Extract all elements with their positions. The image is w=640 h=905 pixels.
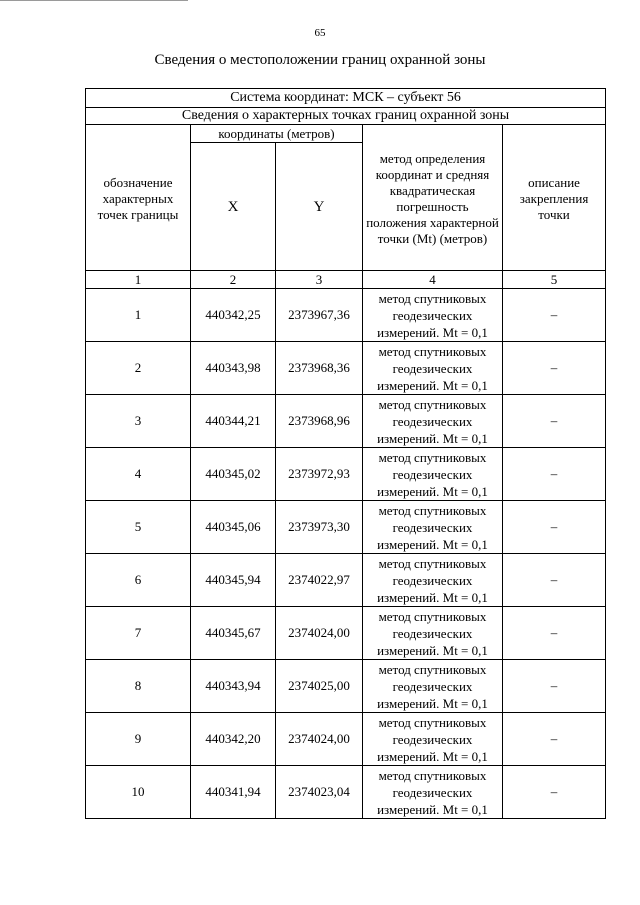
y-value: 2373968,36 (276, 342, 363, 395)
point-id: 1 (86, 289, 191, 342)
description-value: – (503, 395, 606, 448)
x-value: 440345,06 (191, 501, 276, 554)
point-id: 4 (86, 448, 191, 501)
method-cell (363, 395, 503, 448)
method-line-3: измерений. Mt = 0,1 (377, 324, 488, 340)
point-id: 3 (86, 395, 191, 448)
x-value: 440343,94 (191, 660, 276, 713)
method-cell (363, 607, 503, 660)
method-line-2: геодезических (392, 519, 473, 535)
description-value: – (503, 607, 606, 660)
coord-system-cell: Система координат: МСК – субъект 56 (86, 89, 606, 108)
point-id: 8 (86, 660, 191, 713)
method-cell (363, 289, 503, 342)
method-line-3: измерений. Mt = 0,1 (377, 801, 488, 817)
description-value: – (503, 448, 606, 501)
method-line-1: метод спутниковых (378, 661, 487, 677)
col-number-5: 5 (503, 271, 606, 289)
col-number-2: 2 (191, 271, 276, 289)
method-line-2: геодезических (392, 572, 473, 588)
description-value: – (503, 554, 606, 607)
header-x: X (191, 143, 276, 271)
section-title-row (86, 108, 606, 125)
method-line-3: измерений. Mt = 0,1 (377, 483, 488, 499)
table-row (86, 395, 606, 448)
method-line-1: метод спутниковых (378, 502, 487, 518)
x-value: 440343,98 (191, 342, 276, 395)
point-id: 6 (86, 554, 191, 607)
method-cell (363, 713, 503, 766)
description-value: – (503, 342, 606, 395)
header-description: описание закрепления точки (503, 125, 606, 271)
x-value: 440345,94 (191, 554, 276, 607)
table-row (86, 448, 606, 501)
description-value: – (503, 713, 606, 766)
section-title-cell: Сведения о характерных точках границ охранной зоны (86, 108, 606, 125)
method-line-1: метод спутниковых (378, 449, 487, 465)
method-cell (363, 660, 503, 713)
x-value: 440342,25 (191, 289, 276, 342)
y-value: 2373968,96 (276, 395, 363, 448)
col-number-3: 3 (276, 271, 363, 289)
method-line-1: метод спутниковых (378, 767, 487, 783)
table-row (86, 554, 606, 607)
y-value: 2374024,00 (276, 713, 363, 766)
table-row (86, 342, 606, 395)
method-line-3: измерений. Mt = 0,1 (377, 589, 488, 605)
y-value: 2374022,97 (276, 554, 363, 607)
x-value: 440345,67 (191, 607, 276, 660)
table-row (86, 660, 606, 713)
col-number-1: 1 (86, 271, 191, 289)
col-number-4: 4 (363, 271, 503, 289)
header-method: метод определения координат и средняя квадратическая погрешность положения характерной точки (Mt) (метров) (363, 125, 503, 271)
description-value: – (503, 660, 606, 713)
method-line-2: геодезических (392, 678, 473, 694)
method-line-2: геодезических (392, 360, 473, 376)
method-line-1: метод спутниковых (378, 396, 487, 412)
method-line-3: измерений. Mt = 0,1 (377, 377, 488, 393)
method-cell (363, 554, 503, 607)
method-line-2: геодезических (392, 784, 473, 800)
table-row (86, 607, 606, 660)
method-line-3: измерений. Mt = 0,1 (377, 695, 488, 711)
method-cell (363, 766, 503, 819)
point-id: 10 (86, 766, 191, 819)
method-line-3: измерений. Mt = 0,1 (377, 430, 488, 446)
method-line-3: измерений. Mt = 0,1 (377, 536, 488, 552)
method-line-2: геодезических (392, 466, 473, 482)
method-line-1: метод спутниковых (378, 343, 487, 359)
point-id: 5 (86, 501, 191, 554)
table-row (86, 766, 606, 819)
y-value: 2374023,04 (276, 766, 363, 819)
y-value: 2374025,00 (276, 660, 363, 713)
point-id: 7 (86, 607, 191, 660)
x-value: 440341,94 (191, 766, 276, 819)
header-row-1 (86, 125, 606, 143)
method-line-2: геодезических (392, 625, 473, 641)
coord-system-row (86, 89, 606, 108)
point-id: 9 (86, 713, 191, 766)
description-value: – (503, 501, 606, 554)
method-line-1: метод спутниковых (378, 555, 487, 571)
x-value: 440345,02 (191, 448, 276, 501)
table-row (86, 713, 606, 766)
table-row (86, 289, 606, 342)
method-line-2: геодезических (392, 413, 473, 429)
x-value: 440344,21 (191, 395, 276, 448)
method-cell (363, 342, 503, 395)
header-y: Y (276, 143, 363, 271)
method-line-1: метод спутниковых (378, 290, 487, 306)
method-line-3: измерений. Mt = 0,1 (377, 642, 488, 658)
description-value: – (503, 766, 606, 819)
page-number: 65 (314, 27, 326, 39)
description-value: – (503, 289, 606, 342)
y-value: 2373972,93 (276, 448, 363, 501)
x-value: 440342,20 (191, 713, 276, 766)
coordinates-table (85, 88, 606, 819)
y-value: 2373973,30 (276, 501, 363, 554)
y-value: 2373967,36 (276, 289, 363, 342)
method-line-2: геодезических (392, 731, 473, 747)
method-line-1: метод спутниковых (378, 714, 487, 730)
table-body (86, 89, 606, 819)
y-value: 2374024,00 (276, 607, 363, 660)
method-line-2: геодезических (392, 307, 473, 323)
top-rule (0, 0, 188, 1)
method-line-3: измерений. Mt = 0,1 (377, 748, 488, 764)
column-number-row (86, 271, 606, 289)
point-id: 2 (86, 342, 191, 395)
table-row (86, 501, 606, 554)
header-coords: координаты (метров) (191, 125, 363, 143)
method-cell (363, 448, 503, 501)
method-line-1: метод спутниковых (378, 608, 487, 624)
page-title: Сведения о местоположении границ охранной зоны (154, 52, 486, 68)
method-cell (363, 501, 503, 554)
header-point: обозначение характерных точек границы (86, 125, 191, 271)
